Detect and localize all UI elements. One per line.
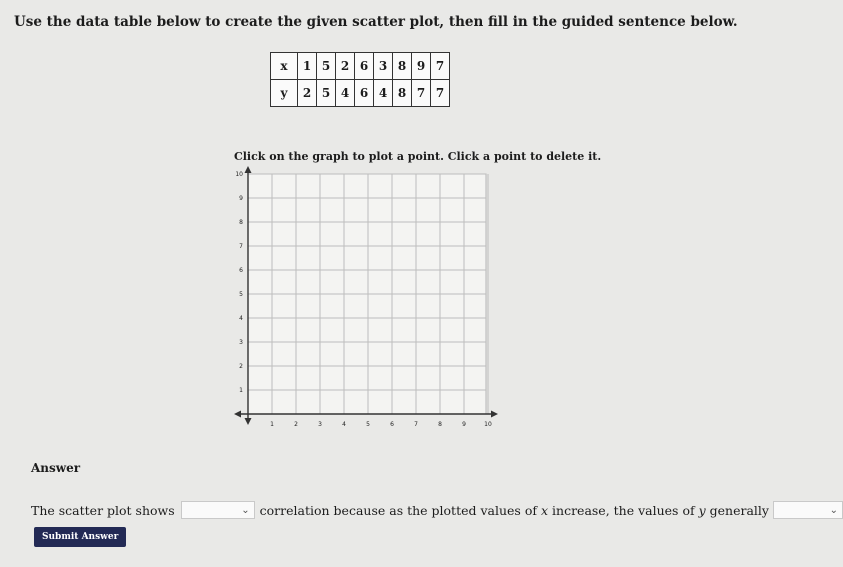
table-cell: 8 bbox=[393, 53, 412, 80]
chevron-down-icon: ⌄ bbox=[241, 504, 250, 516]
x-tick-label: 4 bbox=[342, 421, 346, 428]
x-tick-labels bbox=[270, 421, 492, 428]
data-table bbox=[270, 52, 450, 107]
table-cell: 2 bbox=[298, 80, 317, 107]
table-cell: 2 bbox=[336, 53, 355, 80]
table-cell: 5 bbox=[317, 80, 336, 107]
submit-answer-button[interactable]: Submit Answer bbox=[34, 527, 126, 547]
table-cell: 9 bbox=[412, 53, 431, 80]
table-cell: 6 bbox=[355, 53, 374, 80]
x-tick-label: 9 bbox=[462, 421, 466, 428]
table-cell: 4 bbox=[336, 80, 355, 107]
x-tick-label: 7 bbox=[414, 421, 418, 428]
table-cell: 1 bbox=[298, 53, 317, 80]
table-cell: 7 bbox=[431, 53, 450, 80]
table-cell: 3 bbox=[374, 53, 393, 80]
y-tick-label: 6 bbox=[239, 267, 243, 274]
y-tick-label: 10 bbox=[235, 171, 243, 178]
x-tick-label: 6 bbox=[390, 421, 394, 428]
sentence-part-4: generally bbox=[709, 502, 769, 518]
y-tick-label: 7 bbox=[239, 243, 243, 250]
chevron-down-icon: ⌄ bbox=[829, 504, 838, 516]
answer-label: Answer bbox=[31, 461, 81, 475]
x-tick-label: 8 bbox=[438, 421, 442, 428]
variable-x: x bbox=[540, 502, 549, 518]
y-tick-label: 9 bbox=[239, 195, 243, 202]
x-axis-arrow-left bbox=[234, 411, 241, 418]
table-cell: 7 bbox=[412, 80, 431, 107]
graph-instructions: Click on the graph to plot a point. Click a point to delete it. bbox=[234, 150, 602, 163]
y-axis-arrow-up bbox=[245, 166, 252, 173]
instructions-text: Use the data table below to create the given scatter plot, then fill in the guided sentence below. bbox=[14, 14, 738, 30]
sentence-part-3: increase, the values of bbox=[552, 502, 695, 518]
table-cell: 8 bbox=[393, 80, 412, 107]
x-tick-label: 1 bbox=[270, 421, 274, 428]
table-cell: 4 bbox=[374, 80, 393, 107]
variable-y: y bbox=[698, 502, 706, 518]
trend-direction-dropdown[interactable] bbox=[773, 501, 843, 519]
x-tick-label: 5 bbox=[366, 421, 370, 428]
y-tick-label: 5 bbox=[239, 291, 243, 298]
table-cell: 6 bbox=[355, 80, 374, 107]
x-tick-label: 10 bbox=[484, 421, 492, 428]
table-cell: 7 bbox=[431, 80, 450, 107]
y-tick-label: 4 bbox=[239, 315, 243, 322]
sentence-part-1: The scatter plot shows bbox=[31, 502, 175, 518]
x-tick-label: 3 bbox=[318, 421, 322, 428]
table-header-x: x bbox=[271, 53, 298, 80]
table-cell: 5 bbox=[317, 53, 336, 80]
y-tick-label: 1 bbox=[239, 387, 243, 394]
table-row-x bbox=[271, 53, 450, 80]
table-row-y bbox=[271, 80, 450, 107]
y-tick-label: 2 bbox=[239, 363, 243, 370]
guided-sentence bbox=[31, 501, 843, 519]
correlation-type-dropdown[interactable] bbox=[181, 501, 255, 519]
table-header-y: y bbox=[271, 80, 298, 107]
y-tick-label: 8 bbox=[239, 219, 243, 226]
y-tick-label: 3 bbox=[239, 339, 243, 346]
scatter-plot-graph[interactable] bbox=[226, 166, 501, 428]
sentence-part-2: correlation because as the plotted values of bbox=[259, 502, 537, 518]
x-axis-arrow-right bbox=[491, 411, 498, 418]
y-tick-labels bbox=[235, 171, 243, 394]
y-axis-arrow-down bbox=[245, 418, 252, 425]
x-tick-label: 2 bbox=[294, 421, 298, 428]
